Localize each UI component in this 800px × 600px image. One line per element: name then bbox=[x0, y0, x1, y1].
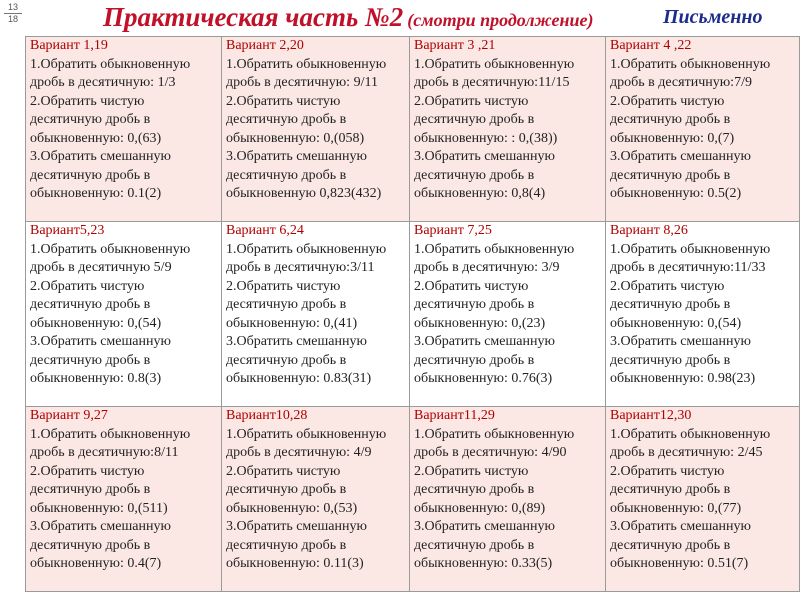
variant-cell bbox=[410, 222, 606, 407]
variant-task: 3.Обратить смешанную десятичную дробь в обыкновенную: 0.4(7) bbox=[30, 519, 171, 571]
variants-row bbox=[26, 37, 800, 222]
variant-task: 1.Обратить обыкновенную дробь в десятичную:11/33 bbox=[610, 241, 771, 275]
variant-title: Вариант 1,19 bbox=[30, 38, 108, 53]
variant-title: Вариант10,28 bbox=[226, 408, 308, 423]
variant-task: 2.Обратить чистую десятичную дробь в обыкновенную: 0,(7) bbox=[610, 93, 735, 146]
variant-cell bbox=[606, 222, 800, 407]
variant-task: 2.Обратить чистую десятичную дробь в обыкновенную: 0,(41) bbox=[226, 278, 358, 331]
variant-task: 3.Обратить смешанную десятичную дробь в обыкновенную: 0.1(2) bbox=[30, 149, 171, 201]
variant-task: 3.Обратить смешанную десятичную дробь в обыкновенную: 0.76(3) bbox=[414, 334, 555, 386]
variant-task: 1.Обратить обыкновенную дробь в десятичную: 1/3 bbox=[30, 56, 191, 90]
variant-title: Вариант5,23 bbox=[30, 223, 105, 238]
slide-counter bbox=[2, 3, 24, 25]
variant-task: 3.Обратить смешанную десятичную дробь в обыкновенную: 0,8(4) bbox=[414, 149, 555, 201]
variant-task: 1.Обратить обыкновенную дробь в десятичную: 4/9 bbox=[226, 426, 387, 460]
page-title bbox=[103, 2, 643, 36]
variant-task: 1.Обратить обыкновенную дробь в десятичную:11/15 bbox=[414, 56, 575, 90]
variant-task: 1.Обратить обыкновенную дробь в десятичную:7/9 bbox=[610, 56, 771, 90]
variant-task: 2.Обратить чистую десятичную дробь в обыкновенную: 0,(54) bbox=[610, 278, 742, 331]
variant-task: 1.Обратить обыкновенную дробь в десятичную 5/9 bbox=[30, 241, 191, 275]
variant-cell bbox=[26, 37, 222, 222]
variant-task: 2.Обратить чистую десятичную дробь в обыкновенную: : 0,(38)) bbox=[414, 93, 558, 146]
variant-task: 3.Обратить смешанную десятичную дробь в обыкновенную: 0.11(3) bbox=[226, 519, 367, 571]
variant-title: Вариант 9,27 bbox=[30, 408, 108, 423]
variant-task: 1.Обратить обыкновенную дробь в десятичную:3/11 bbox=[226, 241, 387, 275]
variant-task: 2.Обратить чистую десятичную дробь в обыкновенную: 0,(53) bbox=[226, 463, 358, 516]
variant-task: 3.Обратить смешанную десятичную дробь в обыкновенную 0,823(432) bbox=[226, 149, 382, 201]
variant-cell bbox=[606, 37, 800, 222]
variant-cell bbox=[222, 407, 410, 592]
page-title-main: Практическая часть №2 bbox=[103, 2, 404, 32]
slide-counter-total: 18 bbox=[7, 14, 18, 25]
variant-cell bbox=[606, 407, 800, 592]
variant-task: 3.Обратить смешанную десятичную дробь в обыкновенную: 0.8(3) bbox=[30, 334, 171, 386]
variants-table bbox=[25, 36, 800, 592]
variant-title: Вариант12,30 bbox=[610, 408, 692, 423]
variant-title: Вариант 3 ,21 bbox=[414, 38, 496, 53]
variant-task: 3.Обратить смешанную десятичную дробь в обыкновенную: 0.5(2) bbox=[610, 149, 751, 201]
variant-cell bbox=[410, 407, 606, 592]
variant-task: 2.Обратить чистую десятичную дробь в обыкновенную: 0,(63) bbox=[30, 93, 162, 146]
variants-row bbox=[26, 222, 800, 407]
variant-task: 1.Обратить обыкновенную дробь в десятичную: 4/90 bbox=[414, 426, 575, 460]
variant-title: Вариант 4 ,22 bbox=[610, 38, 692, 53]
variant-cell bbox=[222, 222, 410, 407]
variant-title: Вариант 2,20 bbox=[226, 38, 304, 53]
variant-task: 3.Обратить смешанную десятичную дробь в обыкновенную: 0.98(23) bbox=[610, 334, 756, 386]
variant-cell bbox=[410, 37, 606, 222]
variants-row bbox=[26, 407, 800, 592]
variant-task: 2.Обратить чистую десятичную дробь в обыкновенную: 0,(511) bbox=[30, 463, 168, 516]
variant-title: Вариант11,29 bbox=[414, 408, 495, 423]
variant-task: 3.Обратить смешанную десятичную дробь в обыкновенную: 0.51(7) bbox=[610, 519, 751, 571]
slide-counter-current: 13 bbox=[7, 2, 18, 12]
variant-task: 2.Обратить чистую десятичную дробь в обыкновенную: 0,(23) bbox=[414, 278, 546, 331]
variant-task: 2.Обратить чистую десятичную дробь в обыкновенную: 0,(77) bbox=[610, 463, 742, 516]
variant-title: Вариант 8,26 bbox=[610, 223, 688, 238]
variant-task: 1.Обратить обыкновенную дробь в десятичную: 3/9 bbox=[414, 241, 575, 275]
variant-cell bbox=[222, 37, 410, 222]
variant-task: 2.Обратить чистую десятичную дробь в обыкновенную: 0,(058) bbox=[226, 93, 365, 146]
variant-title: Вариант 7,25 bbox=[414, 223, 492, 238]
variant-cell bbox=[26, 222, 222, 407]
variant-task: 1.Обратить обыкновенную дробь в десятичную: 9/11 bbox=[226, 56, 387, 90]
variant-task: 2.Обратить чистую десятичную дробь в обыкновенную: 0,(54) bbox=[30, 278, 162, 331]
variant-task: 1.Обратить обыкновенную дробь в десятичную:8/11 bbox=[30, 426, 191, 460]
mode-label: Письменно bbox=[663, 6, 763, 28]
variant-task: 3.Обратить смешанную десятичную дробь в обыкновенную: 0.33(5) bbox=[414, 519, 555, 571]
variant-task: 2.Обратить чистую десятичную дробь в обыкновенную: 0,(89) bbox=[414, 463, 546, 516]
variant-task: 3.Обратить смешанную десятичную дробь в обыкновенную: 0.83(31) bbox=[226, 334, 372, 386]
variant-cell bbox=[26, 407, 222, 592]
variant-title: Вариант 6,24 bbox=[226, 223, 304, 238]
variant-task: 1.Обратить обыкновенную дробь в десятичную: 2/45 bbox=[610, 426, 771, 460]
page-title-sub: (смотри продолжение) bbox=[407, 10, 594, 30]
